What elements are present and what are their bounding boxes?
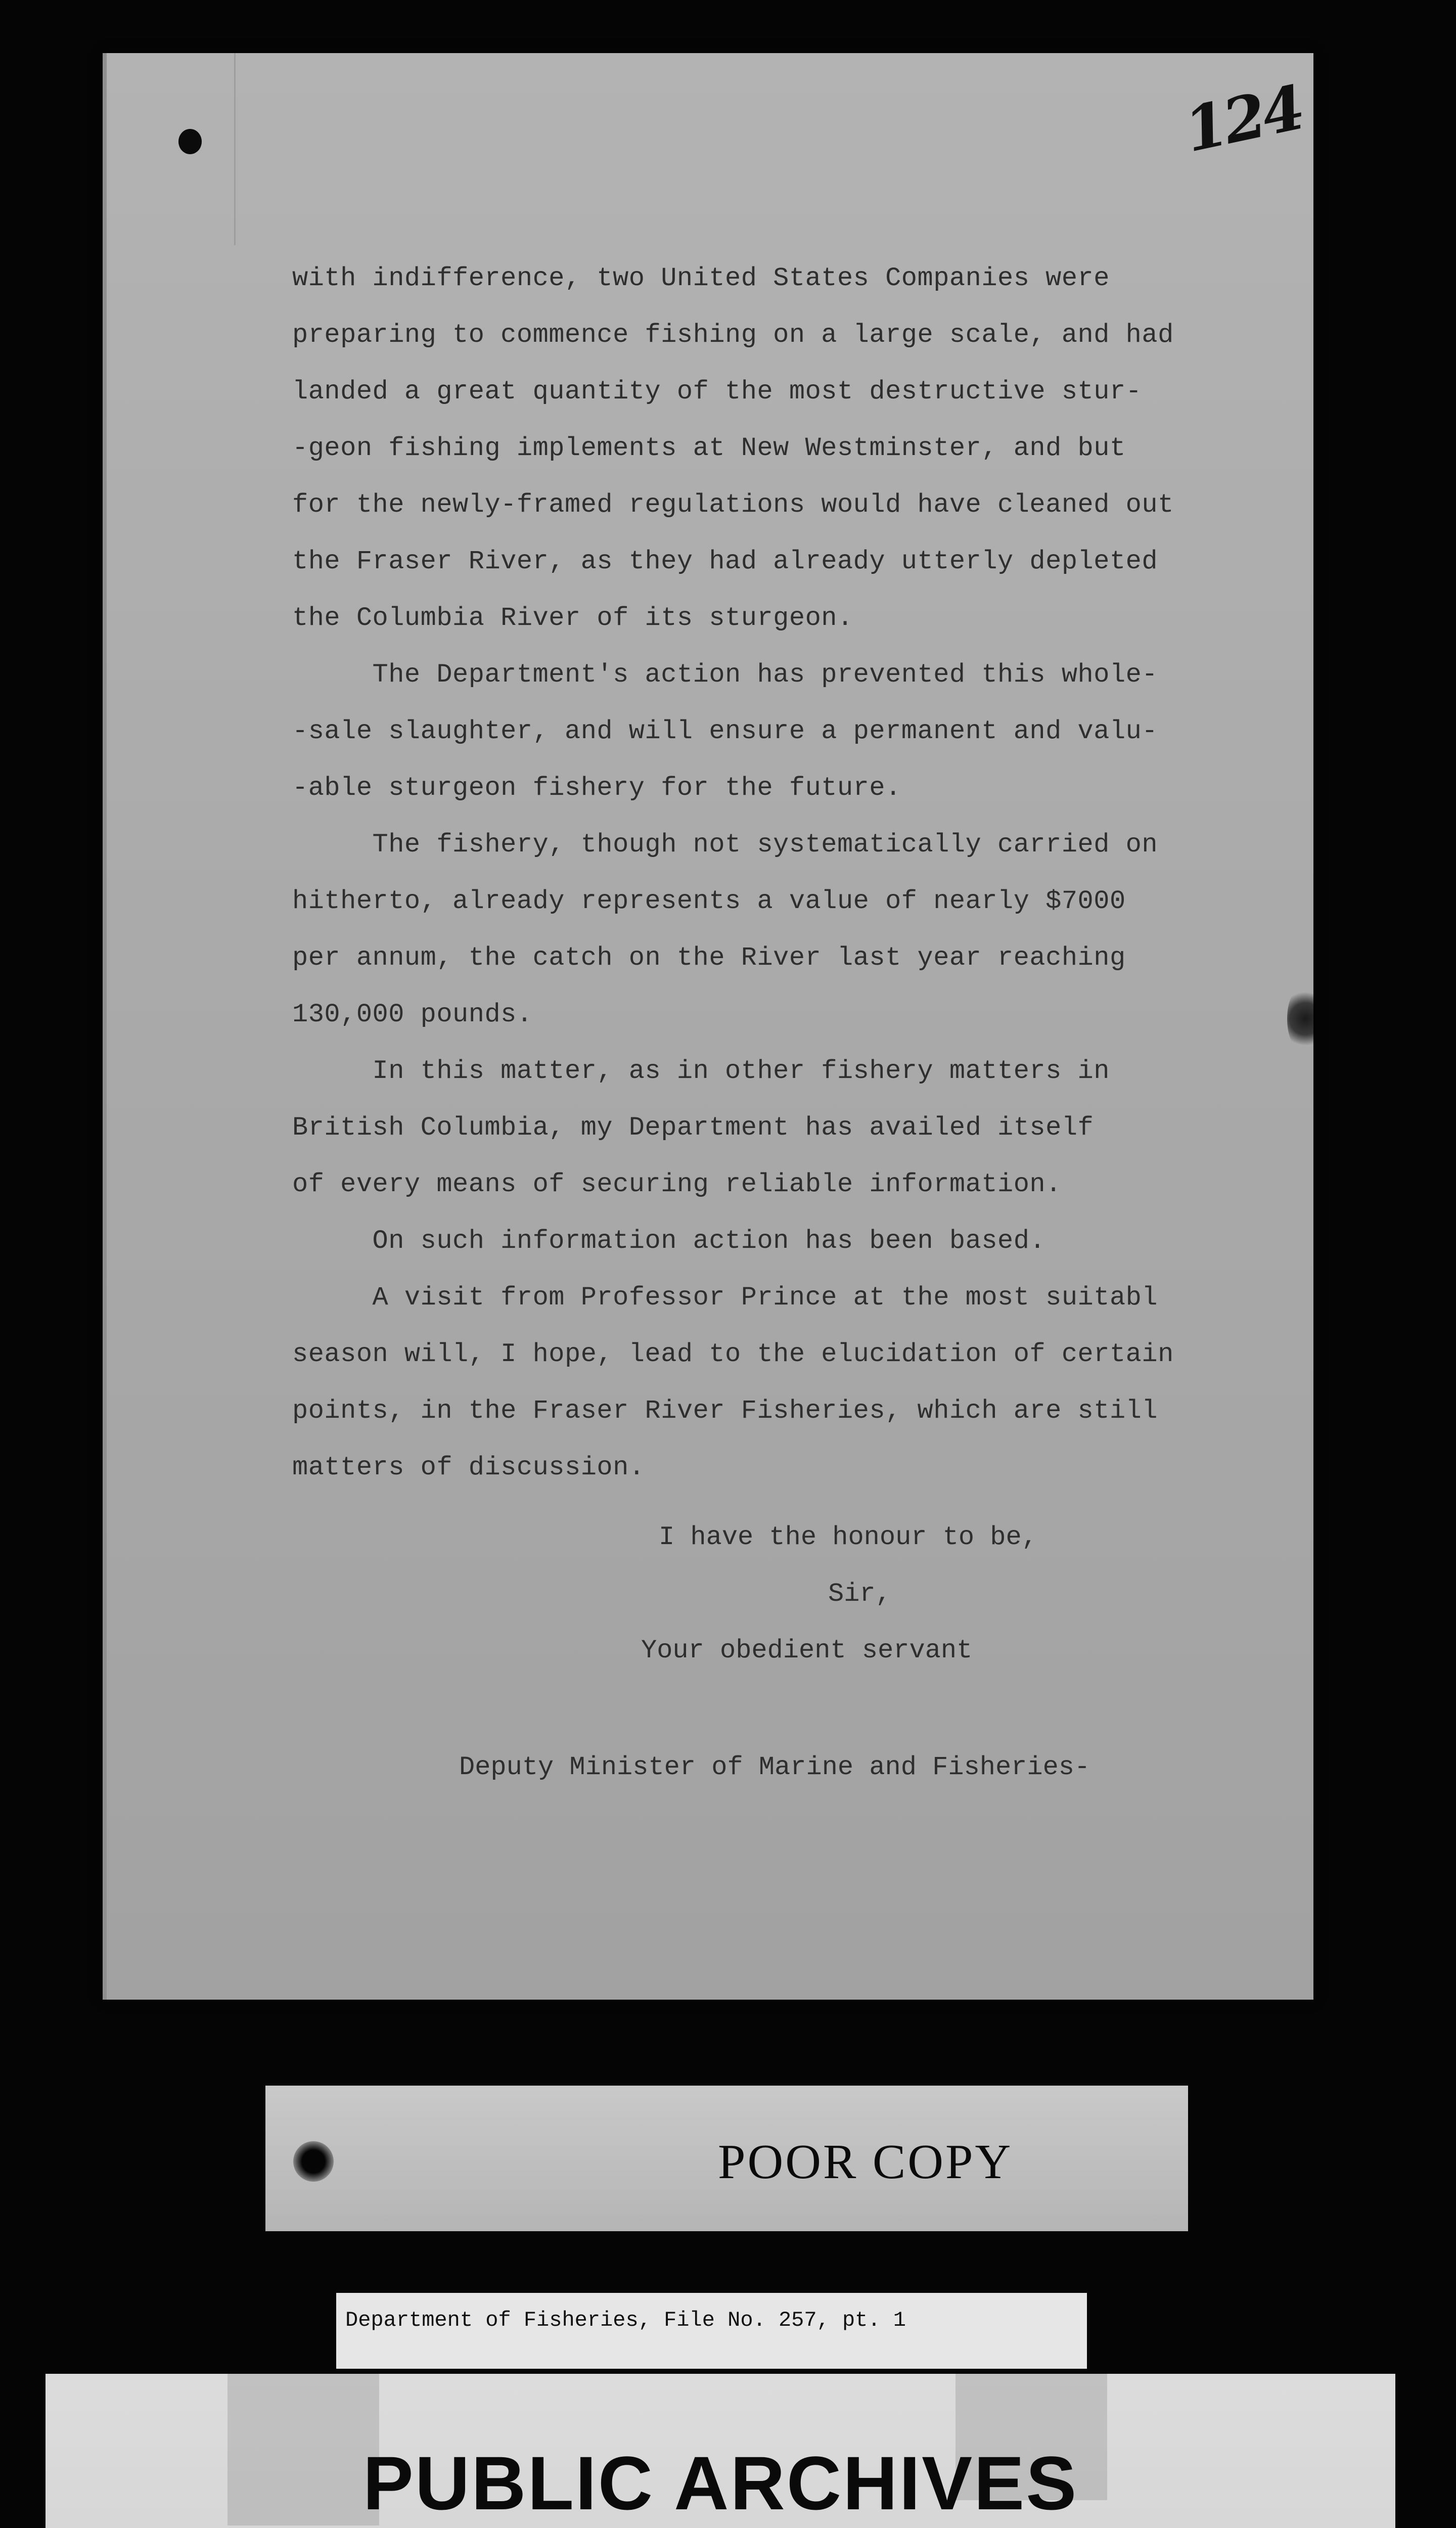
archives-stamp — [46, 2374, 1395, 2528]
body-line: -sale slaughter, and will ensure a permanent and valu- — [292, 716, 1158, 746]
body-line: -geon fishing implements at New Westminster, and but — [292, 433, 1126, 463]
poor-copy-tag — [265, 2086, 1188, 2231]
folio-number: 124 — [1178, 72, 1308, 166]
punch-hole — [178, 129, 202, 154]
closing-salutation: Sir, — [828, 1579, 891, 1609]
body-line: The Department's action has prevented this whole- — [292, 660, 1158, 690]
body-line: preparing to commence fishing on a large scale, and had — [292, 320, 1174, 350]
fold-line — [234, 53, 236, 245]
body-line: A visit from Professor Prince at the most suitabl — [292, 1283, 1158, 1313]
tag-hole — [293, 2141, 334, 2182]
poor-copy-label: POOR COPY — [718, 2135, 1013, 2189]
body-line: In this matter, as in other fishery matters in — [292, 1056, 1110, 1086]
closing-honour: I have the honour to be, — [659, 1522, 1037, 1552]
file-reference-text: Department of Fisheries, File No. 257, pt. 1 — [345, 2308, 906, 2332]
body-line: matters of discussion. — [292, 1453, 645, 1482]
body-line: points, in the Fraser River Fisheries, which are still — [292, 1396, 1158, 1426]
archives-line-english: PUBLIC ARCHIVES — [362, 2441, 1078, 2525]
body-line: British Columbia, my Department has availed itself — [292, 1113, 1094, 1143]
body-line: 130,000 pounds. — [292, 1000, 533, 1029]
letter-body — [292, 250, 1298, 1496]
signature-title: Deputy Minister of Marine and Fisheries- — [459, 1752, 1090, 1782]
body-line: per annum, the catch on the River last year reaching — [292, 943, 1126, 973]
body-line: the Fraser River, as they had already utterly depleted — [292, 547, 1158, 576]
body-line: the Columbia River of its sturgeon. — [292, 603, 853, 633]
file-reference-label — [336, 2293, 1087, 2369]
body-line: with indifference, two United States Companies were — [292, 263, 1110, 293]
body-line: for the newly-framed regulations would have cleaned out — [292, 490, 1174, 520]
body-line: The fishery, though not systematically carried on — [292, 830, 1158, 860]
body-line: of every means of securing reliable information. — [292, 1169, 1062, 1199]
body-line: On such information action has been based. — [292, 1226, 1046, 1256]
body-line: -able sturgeon fishery for the future. — [292, 773, 901, 803]
body-line: landed a great quantity of the most destructive stur- — [292, 377, 1142, 407]
letter-page — [103, 53, 1313, 2000]
body-line: season will, I hope, lead to the elucidation of certain — [292, 1339, 1174, 1369]
closing-valediction: Your obedient servant — [641, 1636, 973, 1665]
body-line: hitherto, already represents a value of nearly $7000 — [292, 886, 1126, 916]
